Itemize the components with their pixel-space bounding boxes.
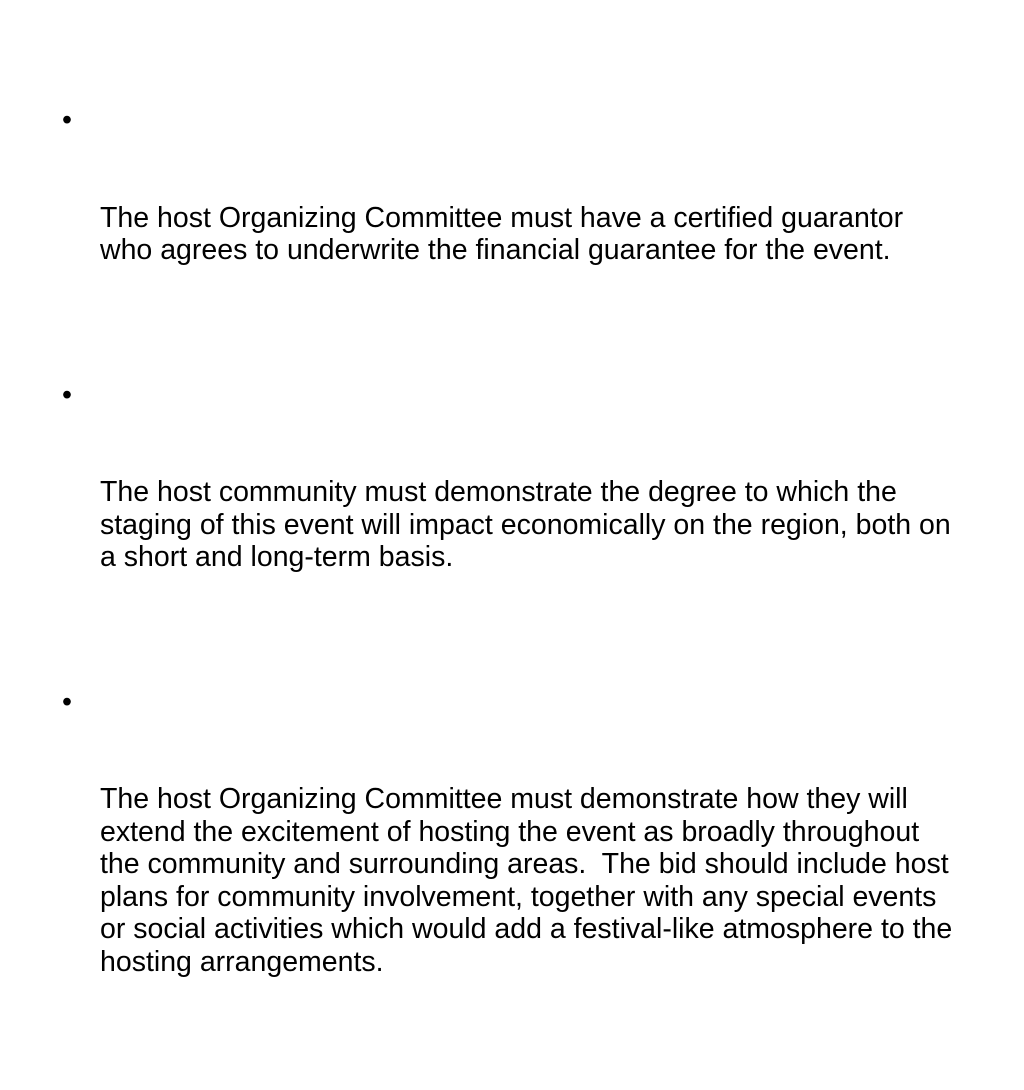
bullet-list: [62, 104, 962, 1090]
bullet-item-community-involvement: [62, 686, 962, 1044]
bullet-marker: •: [62, 104, 72, 136]
bullet-item-economic-impact: [62, 379, 962, 639]
bullet-marker: •: [62, 685, 72, 718]
bullet-text: The host Organizing Committee must have a certified guarantor who agrees to underwrite the financial guarantee for the event.: [100, 201, 912, 266]
bullet-item-guarantor: [62, 104, 962, 332]
bullet-text: The host Organizing Committee must demonstrate how they will extend the excitement of hosting the event as broadly throughout the community and surrounding areas. The bid should include host plans for community involvement, together with any special events or social activities which would add a festival-like atmosphere to the hosting arrangements.: [100, 783, 961, 978]
bullet-text: The host community must demonstrate the degree to which the staging of this event will impact economically on the region, both on a short and long-term basis.: [100, 476, 959, 573]
bullet-marker: •: [62, 378, 72, 411]
